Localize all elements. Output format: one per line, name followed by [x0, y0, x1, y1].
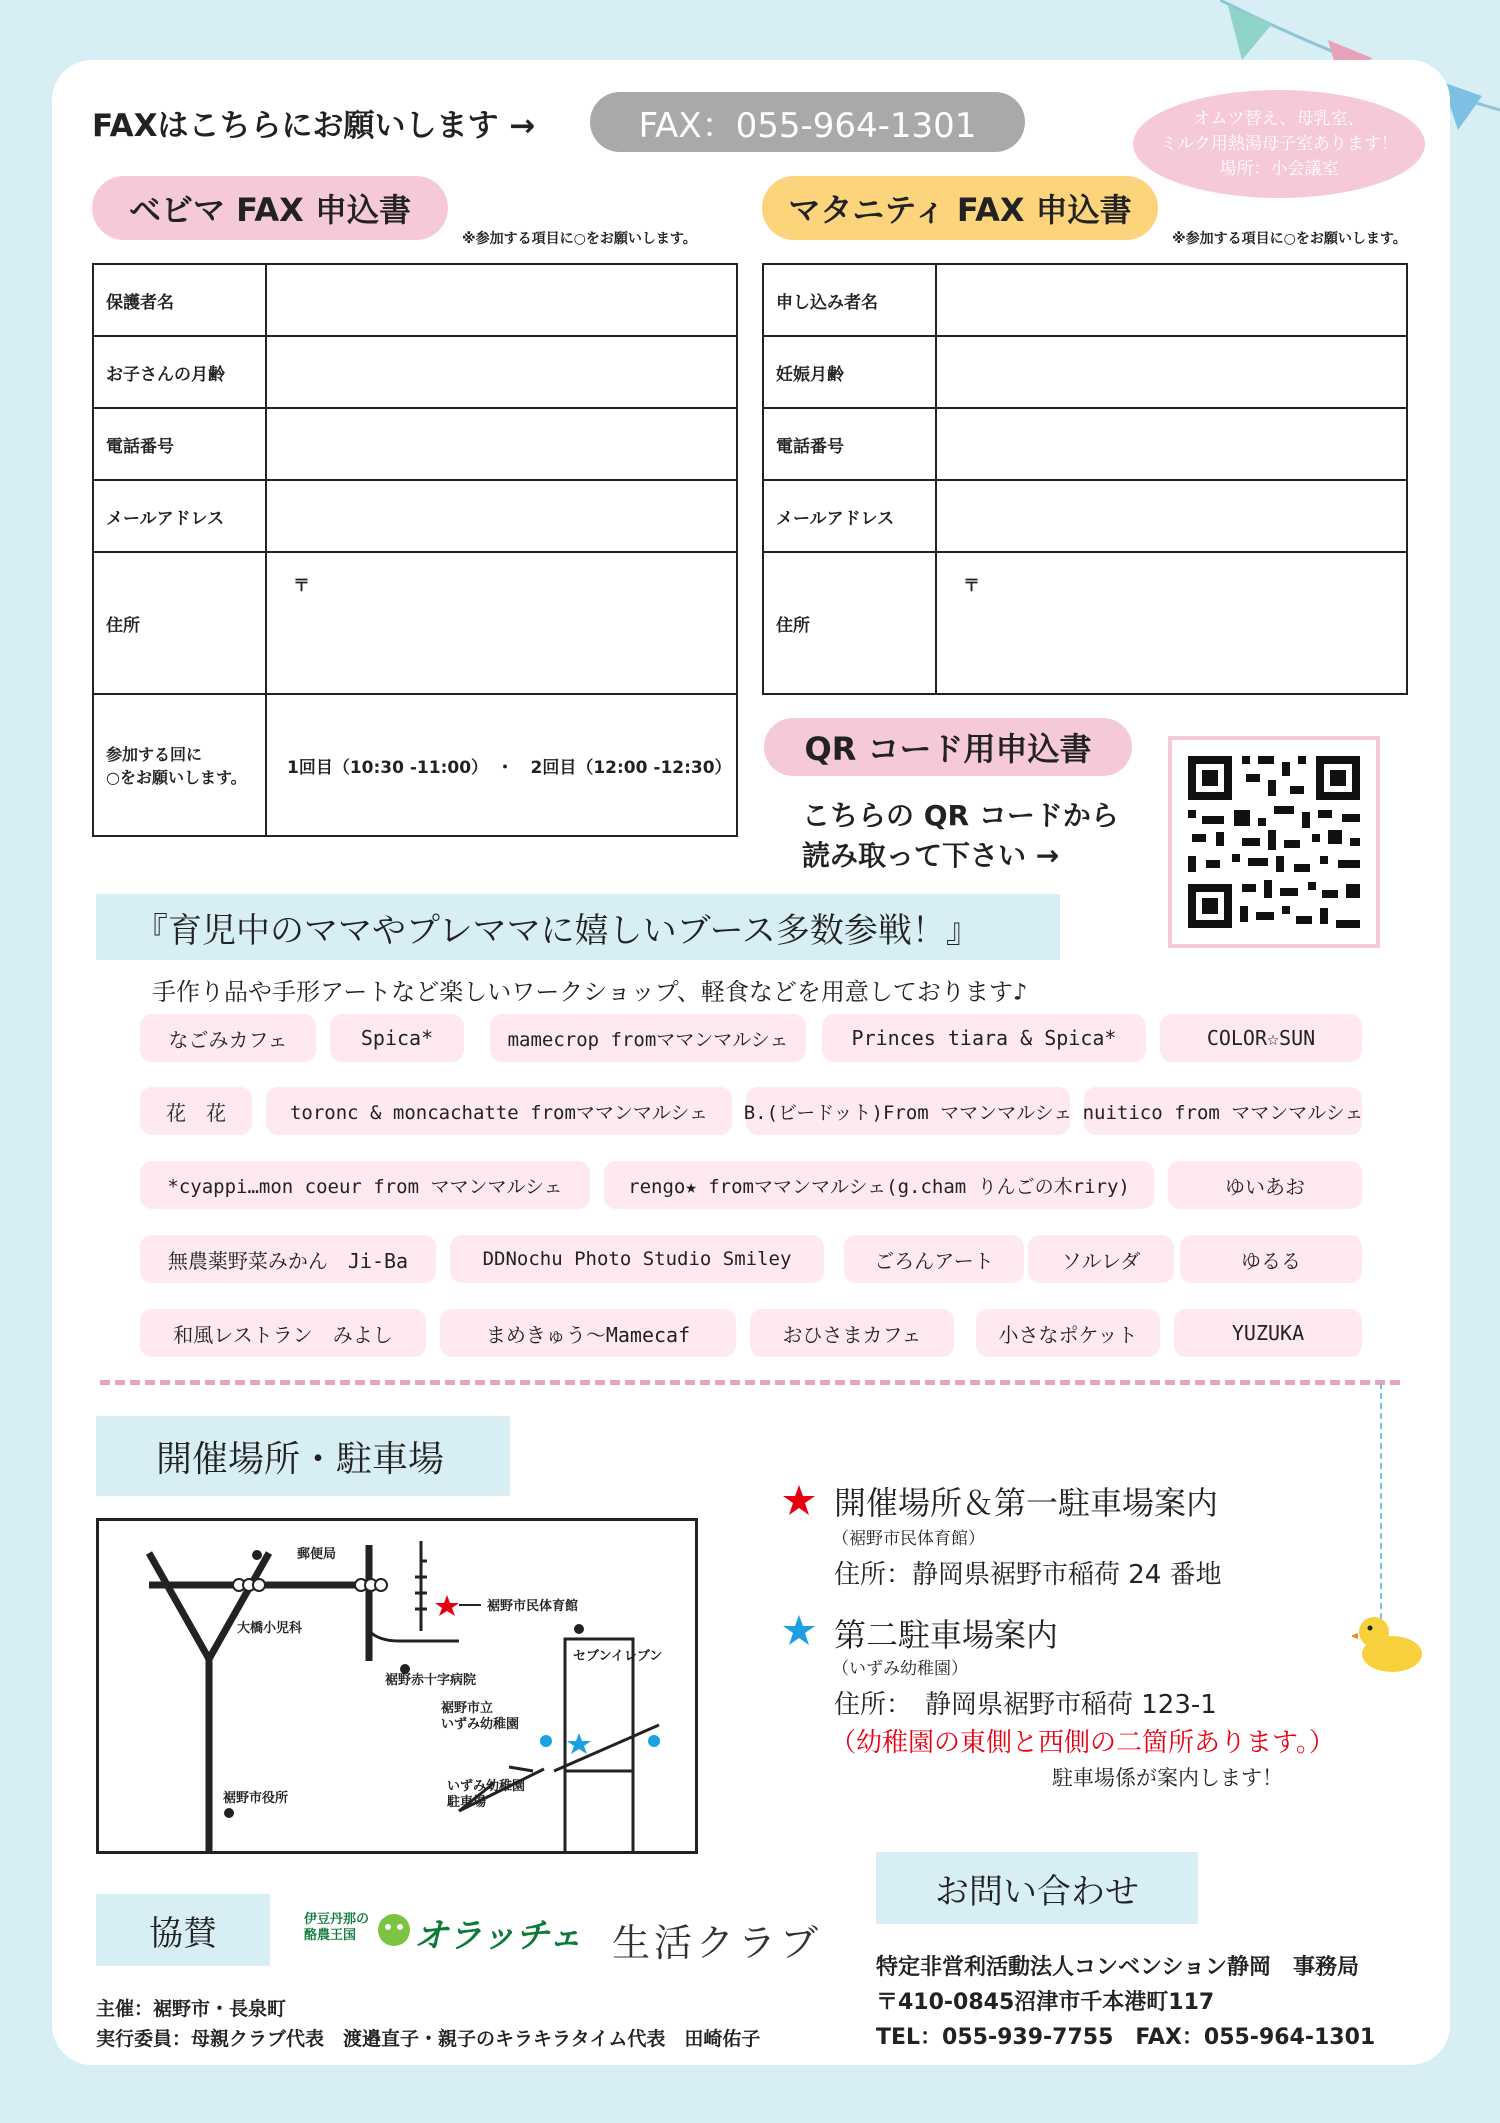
maternity-month-field[interactable]	[936, 336, 1407, 408]
map-label-city-hall: 裾野市役所	[223, 1791, 289, 1806]
maternity-address-field[interactable]	[936, 552, 1407, 694]
red-star-icon	[782, 1484, 816, 1518]
maternity-label-name: 申し込み者名	[763, 264, 936, 336]
first-venue-sub: （裾野市民体育館）	[832, 1529, 985, 1549]
booth-tag: YUZUKA	[1174, 1309, 1362, 1357]
maternity-label-address: 住所	[763, 552, 936, 694]
host-info: 主催：裾野市・長泉町	[96, 1998, 287, 2020]
maternity-form-title: マタニティ FAX 申込書	[762, 176, 1158, 240]
contact-address: 〒410-0845沼津市千本港町117	[876, 1990, 1215, 2015]
bebima-label-email: メールアドレス	[93, 480, 266, 552]
booth-tag: DDNochu Photo Studio Smiley	[450, 1235, 824, 1283]
second-parking-sub: （いずみ幼稚園）	[832, 1659, 968, 1679]
booth-tag: まめきゅう〜Mamecaf	[440, 1309, 736, 1357]
dashed-divider	[100, 1380, 1400, 1385]
booth-tag: 小さなポケット	[976, 1309, 1160, 1357]
booth-tag: 和風レストラン みよし	[140, 1309, 426, 1357]
cow-icon	[376, 1912, 412, 1948]
booth-tag: Princes tiara & Spica*	[822, 1014, 1146, 1062]
qr-code-image	[1172, 740, 1376, 944]
booths-subtitle: 手作り品や手形アートなど楽しいワークショップ、軽食などを用意しております♪	[152, 978, 1028, 1006]
postal-mark: 〒	[963, 576, 980, 596]
bebima-form-table	[92, 263, 738, 837]
bebima-label-guardian: 保護者名	[93, 264, 266, 336]
booth-tag: ゆいあお	[1168, 1161, 1362, 1209]
bebima-session-options[interactable]: 1回目（10:30 -11:00） ・ 2回目（12:00 -12:30）	[266, 694, 737, 836]
duck-string	[1380, 1383, 1382, 1619]
booth-tag: B.(ビードット)From ママンマルシェ	[746, 1087, 1070, 1135]
qr-instruction-line-1: こちらの QR コードから	[802, 799, 1119, 832]
maternity-name-field[interactable]	[936, 264, 1407, 336]
booth-tag: おひさまカフェ	[750, 1309, 954, 1357]
blue-star-icon	[782, 1614, 816, 1648]
map-label-kindergarten	[441, 1701, 519, 1733]
maternity-form-note: ※参加する項目に○をお願いします。	[1172, 231, 1407, 247]
booth-tag: ソルレダ	[1028, 1235, 1174, 1283]
booth-tag: 花 花	[140, 1087, 252, 1135]
map-label-ohashi: 大橋小児科	[237, 1621, 303, 1636]
bebima-email-field[interactable]	[266, 480, 737, 552]
second-parking-address: 住所： 静岡県裾野市稲荷 123-1	[834, 1690, 1217, 1720]
maternity-form-table	[762, 263, 1408, 695]
contact-phone: TEL：055-939-7755 FAX：055-964-1301	[876, 2025, 1376, 2050]
booth-tag: toronc & moncachatte fromママンマルシェ	[266, 1087, 732, 1135]
duck-icon	[1352, 1608, 1426, 1678]
first-venue-address: 住所：静岡県裾野市稲荷 24 番地	[834, 1560, 1222, 1590]
map-label-kindergarten-2: いずみ幼稚園	[441, 1717, 520, 1732]
booth-tag: rengo★ fromママンマルシェ(g.cham りんごの木riry)	[604, 1161, 1154, 1209]
fax-instruction: FAXはこちらにお願いします →	[92, 108, 536, 144]
oratche-logo-small-1: 伊豆丹那の	[304, 1912, 370, 1927]
booth-tag: COLOR☆SUN	[1160, 1014, 1362, 1062]
bebima-guardian-field[interactable]	[266, 264, 737, 336]
booths-heading: 『育児中のママやプレママに嬉しいブース多数参戦！』	[96, 894, 1060, 960]
session-label-line-2: ○をお願いします。	[106, 768, 247, 787]
map-label-post-office: 郵便局	[297, 1547, 337, 1562]
map-label-seven: セブンイレブン	[573, 1649, 663, 1664]
bebima-phone-field[interactable]	[266, 408, 737, 480]
oratche-logo-small	[304, 1912, 369, 1944]
oratche-logo-small-2: 酪農王国	[304, 1928, 357, 1943]
contact-heading: お問い合わせ	[876, 1852, 1198, 1924]
booth-tag: 無農薬野菜みかん Ji-Ba	[140, 1235, 436, 1283]
maternity-email-field[interactable]	[936, 480, 1407, 552]
bebima-label-session	[93, 694, 266, 836]
maternity-phone-field[interactable]	[936, 408, 1407, 480]
venue-heading: 開催場所・駐車場	[96, 1416, 510, 1496]
sponsors-heading: 協賛	[96, 1894, 270, 1966]
fax-number-pill: FAX：055-964-1301	[590, 92, 1025, 152]
facility-note-line-1: オムツ替え、母乳室、	[1193, 108, 1365, 129]
booth-tag: ごろんアート	[844, 1235, 1024, 1283]
map-label-parking-2: 駐車場	[447, 1795, 487, 1810]
maternity-label-phone: 電話番号	[763, 408, 936, 480]
session-label-line-1: 参加する回に	[106, 745, 203, 764]
maternity-label-month: 妊娠月齢	[763, 336, 936, 408]
seikatsu-club-logo: 生活クラブ	[612, 1921, 823, 1965]
map-label-gym: 裾野市民体育館	[487, 1599, 579, 1614]
booth-tag: nuitico from ママンマルシェ	[1084, 1087, 1362, 1135]
facility-note-line-2: ミルク用熱湯母子室あります！	[1160, 133, 1398, 154]
booth-tag: *cyappi…mon coeur from ママンマルシェ	[140, 1161, 590, 1209]
committee-info: 実行委員：母親クラブ代表 渡邉直子・親子のキラキラタイム代表 田崎佑子	[96, 2028, 761, 2050]
bebima-label-address: 住所	[93, 552, 266, 694]
facility-note	[1133, 90, 1425, 198]
bebima-label-age: お子さんの月齢	[93, 336, 266, 408]
bebima-label-phone: 電話番号	[93, 408, 266, 480]
contact-org: 特定非営利活動法人コンベンション静岡 事務局	[876, 1955, 1360, 1980]
postal-mark: 〒	[293, 576, 310, 596]
facility-note-line-3: 場所：小会議室	[1219, 158, 1339, 179]
qr-code[interactable]	[1168, 736, 1380, 948]
booth-tag: なごみカフェ	[140, 1014, 316, 1062]
second-parking-title: 第二駐車場案内	[834, 1616, 1059, 1654]
maternity-label-email: メールアドレス	[763, 480, 936, 552]
bebima-form-note: ※参加する項目に○をお願いします。	[462, 231, 697, 247]
map-label-parking-1: いずみ幼稚園	[447, 1779, 526, 1794]
qr-instruction-line-2: 読み取って下さい →	[802, 839, 1060, 872]
access-map	[96, 1518, 698, 1854]
second-parking-warning: （幼稚園の東側と西側の二箇所あります。）	[830, 1728, 1335, 1758]
parking-guide-note: 駐車場係が案内します！	[1052, 1766, 1283, 1790]
map-label-hospital: 裾野赤十字病院	[385, 1673, 477, 1688]
bebima-age-field[interactable]	[266, 336, 737, 408]
bebima-form-title: ベビマ FAX 申込書	[92, 176, 448, 240]
booth-tag: mamecrop fromママンマルシェ	[490, 1014, 806, 1062]
qr-instructions	[802, 796, 1119, 876]
booth-tag: Spica*	[330, 1014, 464, 1062]
booth-tag: ゆるる	[1180, 1235, 1362, 1283]
qr-form-title: QR コード用申込書	[764, 718, 1132, 776]
bebima-address-field[interactable]	[266, 552, 737, 694]
oratche-logo-main: オラッチェ	[414, 1916, 583, 1956]
map-label-kindergarten-1: 裾野市立	[441, 1701, 494, 1716]
first-venue-title: 開催場所＆第一駐車場案内	[834, 1484, 1219, 1522]
map-label-parking	[447, 1779, 525, 1811]
